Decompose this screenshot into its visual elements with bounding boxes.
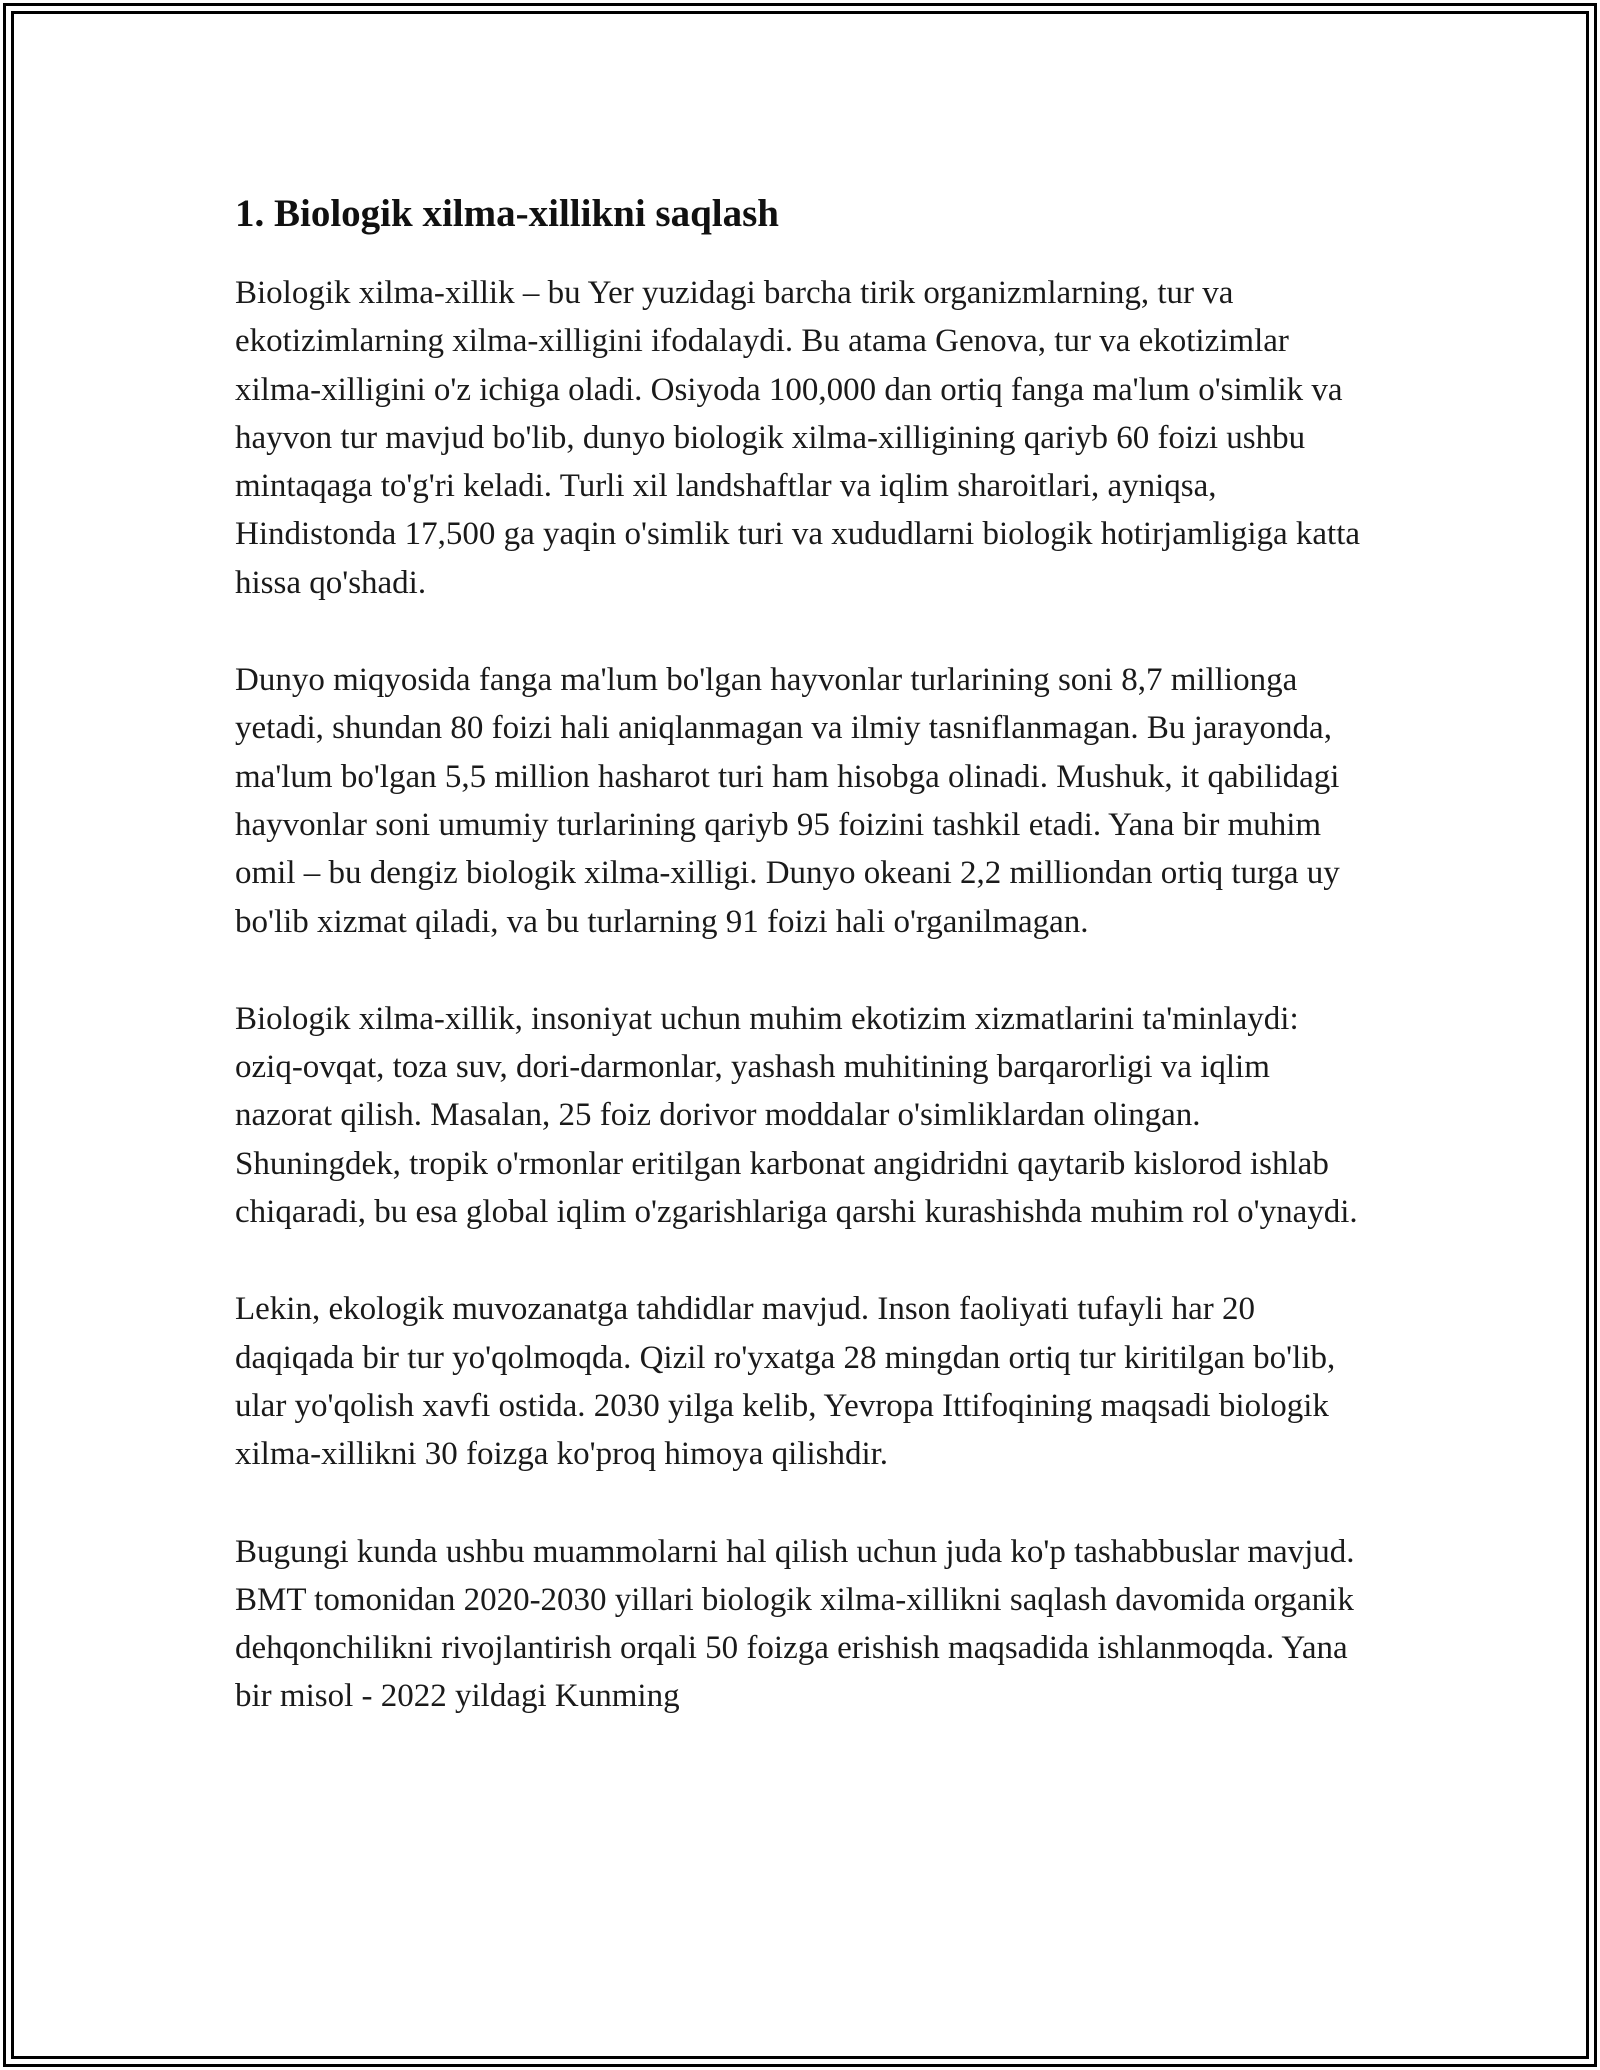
paragraph-5: Bugungi kunda ushbu muammolarni hal qilish uchun juda ko'p tashabbuslar mavjud. BMT tomonidan 2020-2030 yillari biologik xilma-xillikni saqlash davomida organik dehqonchilikni rivojlantirish orqali 50 foizga erishish maqsadida ishlanmoqda. Yana bir misol - 2022 yildagi Kunming bbox=[235, 1533, 1355, 1715]
document-body bbox=[235, 185, 1365, 1770]
paragraph-1: Biologik xilma-xillik – bu Yer yuzidagi barcha tirik organizmlarning, tur va ekotizimlarning xilma-xilligini ifodalaydi. Bu atama Genova, tur va ekotizimlar xilma-xilligini o'z ichiga oladi. Osiyoda 100,000 dan ortiq fanga ma'lum o'simlik va hayvon tur mavjud bo'lib, dunyo biologik xilma-xilligining qariyb 60 foizi ushbu mintaqaga to'g'ri keladi. Turli xil landshaftlar va iqlim sharoitlari, ayniqsa, Hindistonda 17,500 ga yaqin o'simlik turi va xududlarni biologik hotirjamligiga katta hissa qo'shadi. bbox=[235, 275, 1361, 601]
paragraph-2: Dunyo miqyosida fanga ma'lum bo'lgan hayvonlar turlarining soni 8,7 millionga yetadi, shundan 80 foizi hali aniqlanmagan va ilmiy tasniflanmagan. Bu jarayonda, ma'lum bo'lgan 5,5 million hasharot turi ham hisobga olinadi. Mushuk, it qabilidagi hayvonlar soni umumiy turlarining qariyb 95 foizini tashkil etadi. Yana bir muhim omil – bu dengiz biologik xilma-xilligi. Dunyo okeani 2,2 milliondan ortiq turga uy bo'lib xizmat qiladi, va bu turlarning 91 foizi hali o'rganilmagan. bbox=[235, 662, 1340, 940]
paragraph-4: Lekin, ekologik muvozanatga tahdidlar mavjud. Inson faoliyati tufayli har 20 daqiqada bir tur yo'qolmoqda. Qizil ro'yxatga 28 mingdan ortiq tur kiritilgan bo'lib, ular yo'qolish xavfi ostida. 2030 yilga kelib, Yevropa Ittifoqining maqsadi biologik xilma-xillikni 30 foizga ko'proq himoya qilishdir. bbox=[235, 1291, 1336, 1473]
section-heading: 1. Biologik xilma-xillikni saqlash bbox=[235, 192, 779, 235]
paragraph-3: Biologik xilma-xillik, insoniyat uchun muhim ekotizim xizmatlarini ta'minlaydi: oziq-ovqat, toza suv, dori-darmonlar, yashash muhitining barqarorligi va iqlim nazorat qilish. Masalan, 25 foiz dorivor moddalar o'simliklardan olingan. Shuningdek, tropik o'rmonlar eritilgan karbonat angidridni qaytarib kislorod ishlab chiqaradi, bu esa global iqlim o'zgarishlariga qarshi kurashishda muhim rol o'ynaydi. bbox=[235, 1000, 1358, 1231]
